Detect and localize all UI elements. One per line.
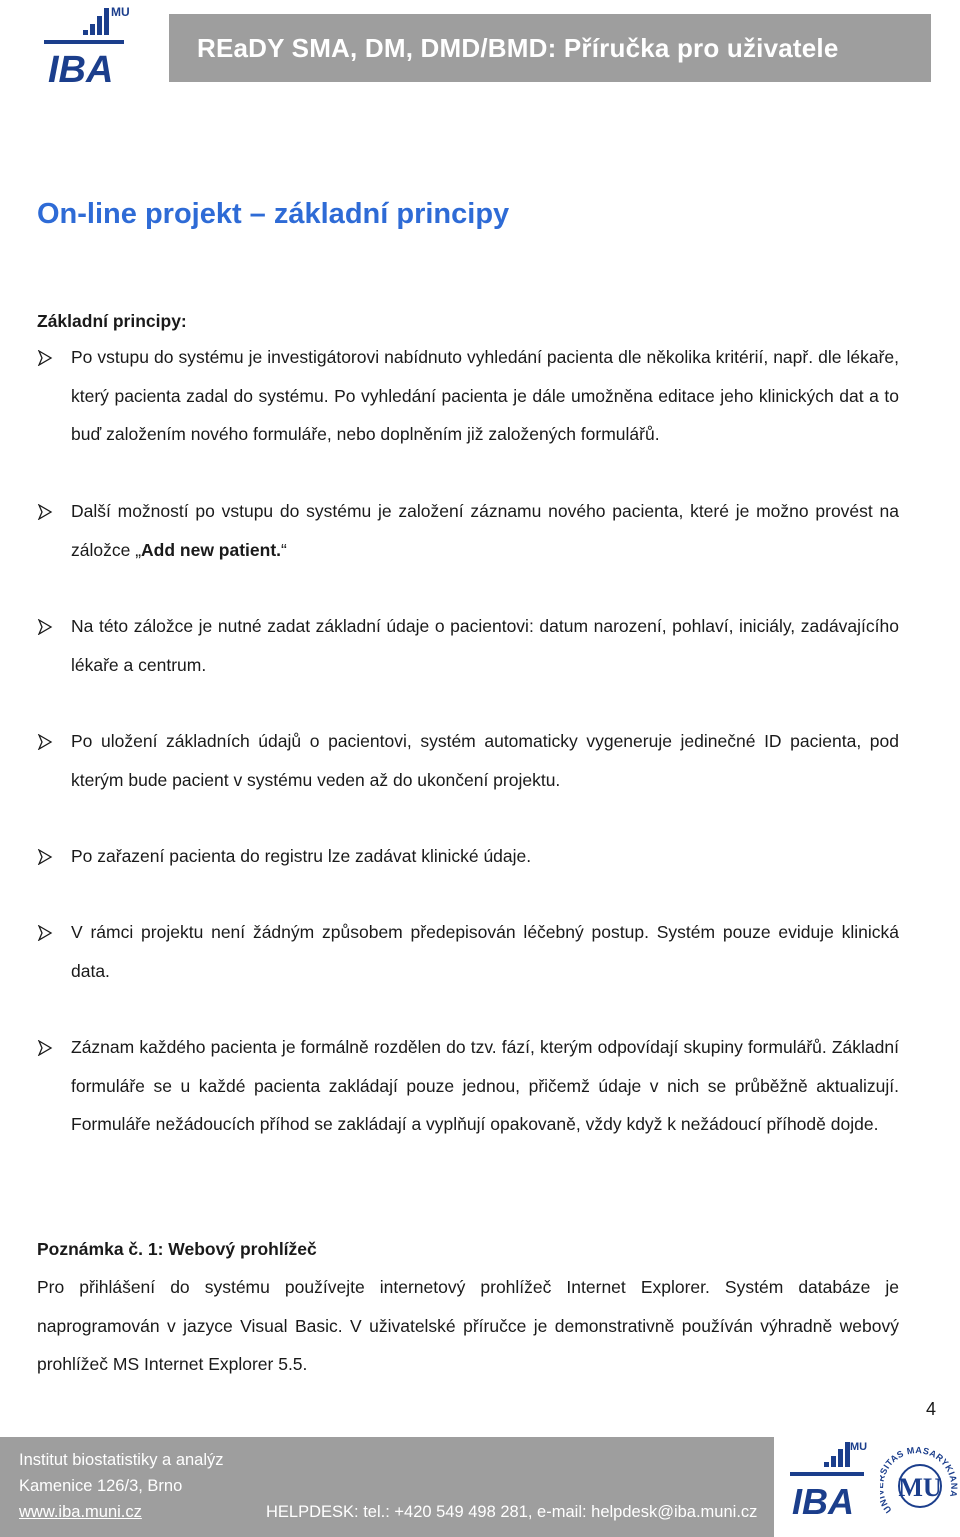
- iba-logo-footer: [786, 1438, 874, 1518]
- header-bar: [169, 14, 931, 82]
- note-text: Pro přihlášení do systému používejte internetový prohlížeč Internet Explorer. Systém databáze je naprogramován v jazyce Visual Basic. V uživatelské příručce je demonstrativně používán výhradně webový prohlížeč MS Internet Explorer 5.5.: [37, 1277, 899, 1374]
- bullet-text: V rámci projektu není žádným způsobem předepisován léčebný postup. Systém pouze eviduje klinická data.: [71, 922, 899, 981]
- page-number: 4: [925, 1399, 936, 1419]
- footer-institute: Institut biostatistiky a analýz: [19, 1451, 224, 1469]
- footer-address: Kamenice 126/3, Brno: [19, 1477, 183, 1495]
- arrow-bullet-icon: [37, 1040, 53, 1056]
- seal-monogram: MU: [898, 1473, 942, 1502]
- page-heading: On-line projekt – základní principy: [37, 198, 510, 230]
- logo-footer-main-text: IBA: [792, 1481, 854, 1518]
- arrow-bullet-icon: [37, 504, 53, 520]
- footer-helpdesk: HELPDESK: tel.: +420 549 498 281, e-mail: helpdesk@iba.muni.cz: [266, 1503, 758, 1521]
- arrow-bullet-icon: [37, 350, 53, 366]
- bullet-text: Po uložení základních údajů o pacientovi, systém automaticky vygeneruje jedinečné ID pacienta, pod kterým bude pacient v systému veden až do ukončení projektu.: [71, 731, 899, 790]
- arrow-bullet-icon: [37, 849, 53, 865]
- list-item: [37, 913, 899, 990]
- bullet-text: Záznam každého pacienta je formálně rozdělen do tzv. fází, kterým odpovídají skupiny formulářů. Základní formuláře se u každé pacienta zakládají pouze jednou, přičemž údaje v nich se průběžně aktualizují. Formuláře nežádoucích příhod se zakládají a vyplňují opakovaně, vždy když k nežádoucí příhodě dojde.: [71, 1037, 899, 1134]
- footer-web-link[interactable]: www.iba.muni.cz: [19, 1503, 142, 1521]
- note-label: Poznámka č. 1: Webový prohlížeč: [37, 1239, 317, 1259]
- add-new-patient-label: Add new patient.: [141, 539, 282, 560]
- list-item: [37, 722, 899, 799]
- bullet-text: Na této záložce je nutné zadat základní údaje o pacientovi: datum narození, pohlaví, iniciály, zadávajícího lékaře a centrum.: [71, 616, 899, 675]
- iba-logo: [38, 4, 138, 86]
- seal-ring-text: U ITAS MASARYKIANA: [881, 1445, 960, 1515]
- document-title: REaDY SMA, DM, DMD/BMD: Příručka pro uživatele: [197, 32, 839, 63]
- arrow-bullet-icon: [37, 619, 53, 635]
- list-item: [37, 607, 899, 684]
- arrow-bullet-icon: [37, 925, 53, 941]
- bullet-text: [71, 492, 899, 569]
- bullet-text-after: “: [281, 539, 287, 560]
- list-item: [37, 492, 899, 569]
- arrow-bullet-icon: [37, 734, 53, 750]
- logo-top-text: MU: [111, 5, 130, 19]
- bullet-text: Po zařazení pacienta do registru lze zadávat klinické údaje.: [71, 846, 532, 866]
- list-item: [37, 1028, 899, 1144]
- list-item: [37, 837, 899, 876]
- logo-main-text: IBA: [48, 49, 114, 86]
- footer-bar: [0, 1437, 774, 1537]
- university-seal: [880, 1436, 960, 1530]
- section-label: Základní principy:: [37, 311, 187, 331]
- bullet-text: Po vstupu do systému je investigátorovi nabídnuto vyhledání pacienta dle několika kritérií, např. dle lékaře, který pacienta zadal do systému. Po vyhledání pacienta je dále umožněna editace jeho klinických dat a to buď založením nového formuláře, nebo doplněním již založených formulářů.: [71, 347, 899, 444]
- list-item: [37, 338, 899, 454]
- logo-footer-top-text: MU: [850, 1441, 868, 1453]
- bullet-text-before: Další možností po vstupu do systému je založení záznamu nového pacienta, které je možno provést na záložce „: [71, 501, 899, 560]
